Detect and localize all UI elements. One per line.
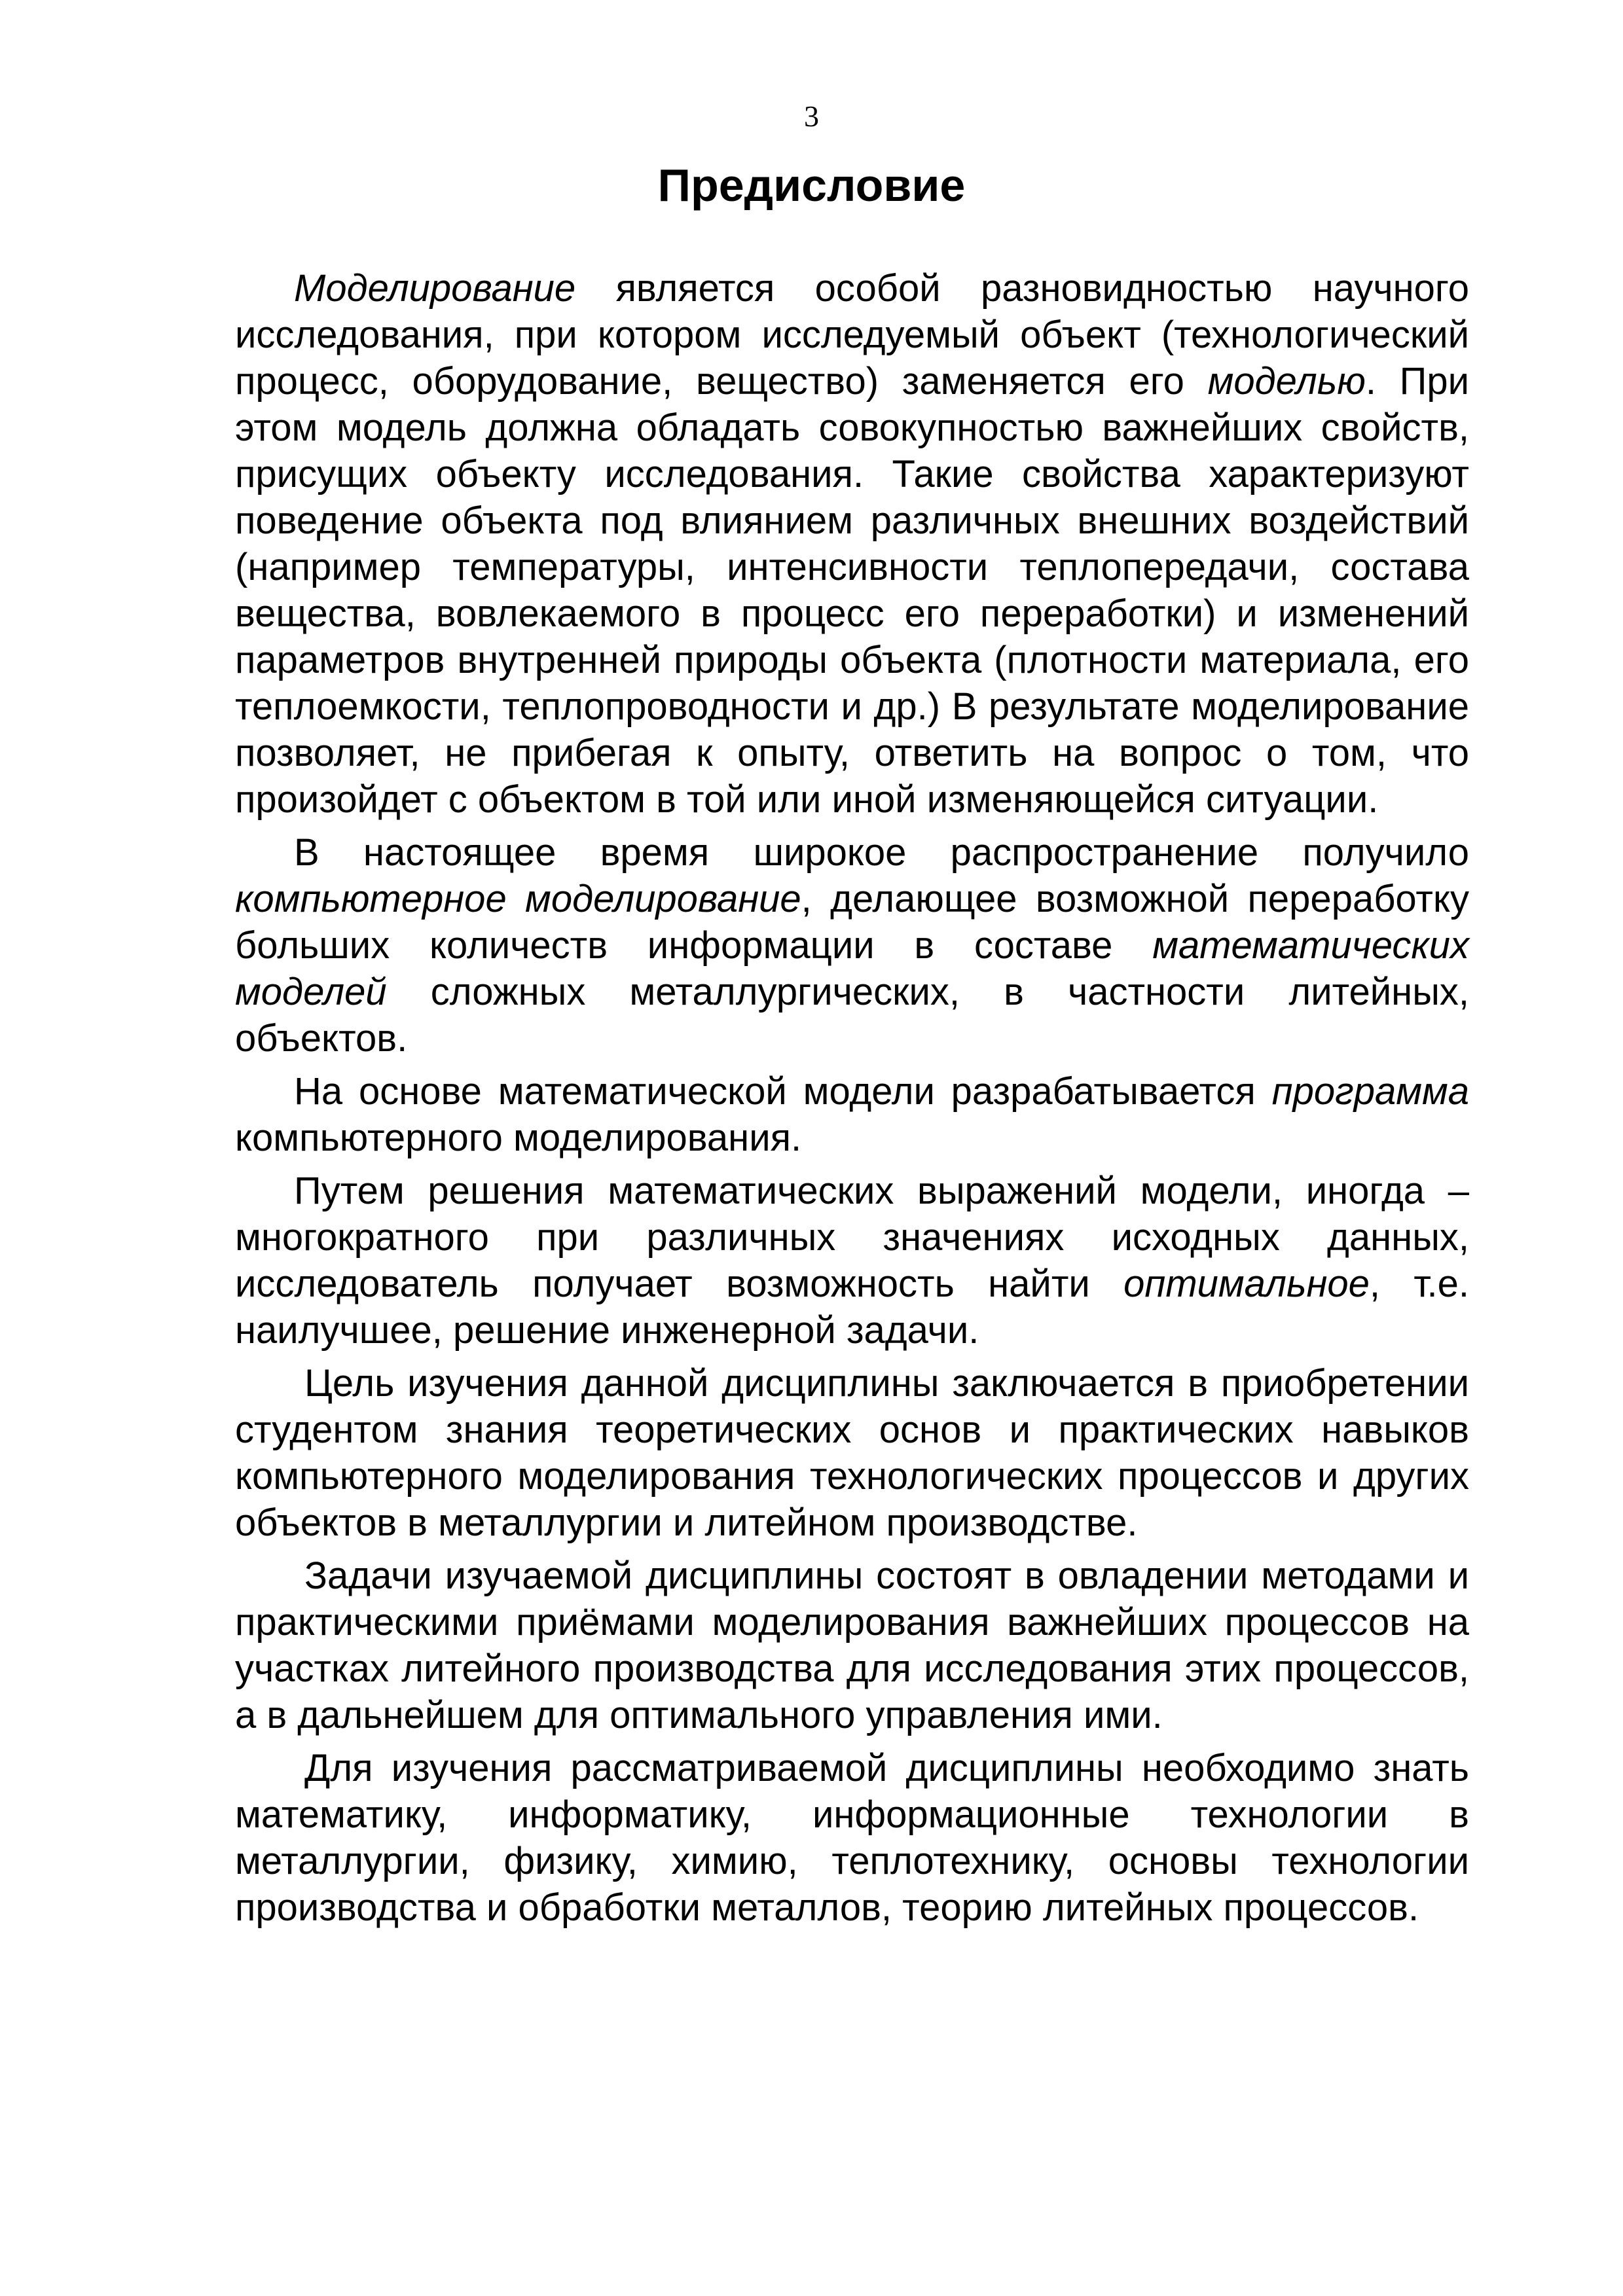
text-span: В настоящее время широкое распространение получило xyxy=(294,831,1469,874)
text-span: , делающее возможной переработку больших количеств информации в составе xyxy=(235,878,1469,967)
term-math-models: математических моделей xyxy=(235,924,1469,1013)
text-span: компьютерного моделирования. xyxy=(235,1117,802,1159)
term-modeling: Моделирование xyxy=(294,267,576,310)
paragraph-prerequisites: Для изучения рассматриваемой дисциплины необходимо знать математику, информатику, информационные технологии в металлургии, физику, химию, теплотехнику, основы технологии производства и обработки металлов, теорию литейных процессов. xyxy=(235,1747,1469,1929)
page-number: 3 xyxy=(804,99,819,133)
paragraph-course-tasks: Задачи изучаемой дисциплины состоят в овладении методами и практическими приёмами моделирования важнейших процессов на участках литейного производства для исследования этих процессов, а в дальнейшем для оптимального управления ими. xyxy=(235,1554,1469,1736)
page-title: Предисловие xyxy=(657,160,966,211)
paragraph-computer-modeling xyxy=(235,829,1469,1062)
paragraph-modeling-definition xyxy=(235,265,1469,823)
text-span: , т.е. наилучшее, решение инженерной задачи. xyxy=(235,1263,1469,1352)
text-span: На основе математической модели разрабатывается xyxy=(294,1070,1272,1113)
term-program: программа xyxy=(1271,1070,1469,1113)
term-optimal: оптимальное xyxy=(1123,1263,1370,1305)
paragraph-course-goal: Цель изучения данной дисциплины заключается в приобретении студентом знания теоретических основ и практических навыков компьютерного моделирования технологических процессов и других объектов в металлургии и литейном производстве. xyxy=(235,1362,1469,1544)
text-span: является особой разновидностью научного исследования, при котором исследуемый объект (технологический процесс, оборудование, вещество) заменяется его xyxy=(235,267,1469,403)
document-body xyxy=(235,265,1469,1937)
term-computer-modeling: компьютерное моделирование xyxy=(235,878,801,920)
paragraph-optimal-solution xyxy=(235,1168,1469,1354)
text-span: сложных металлургических, в частности литейных, объектов. xyxy=(235,971,1469,1060)
paragraph-program xyxy=(235,1068,1469,1161)
text-span: . При этом модель должна обладать совокупностью важнейших свойств, присущих объекту исследования. Такие свойства характеризуют поведение объекта под влиянием различных внешних воздействий (например температуры, интенсивности теплопередачи, состава вещества, вовлекаемого в процесс его переработки) и изменений параметров внутренней природы объекта (плотности материала, его теплоемкости, теплопроводности и др.) В результате моделирование позволяет, не прибегая к опыту, ответить на вопрос о том, что произойдет с объектом в той или иной изменяющейся ситуации. xyxy=(235,360,1470,821)
text-span: Путем решения математических выражений модели, иногда – многократного при различных значениях исходных данных, исследователь получает возможность найти xyxy=(235,1170,1469,1305)
term-model: моделью xyxy=(1207,360,1366,403)
